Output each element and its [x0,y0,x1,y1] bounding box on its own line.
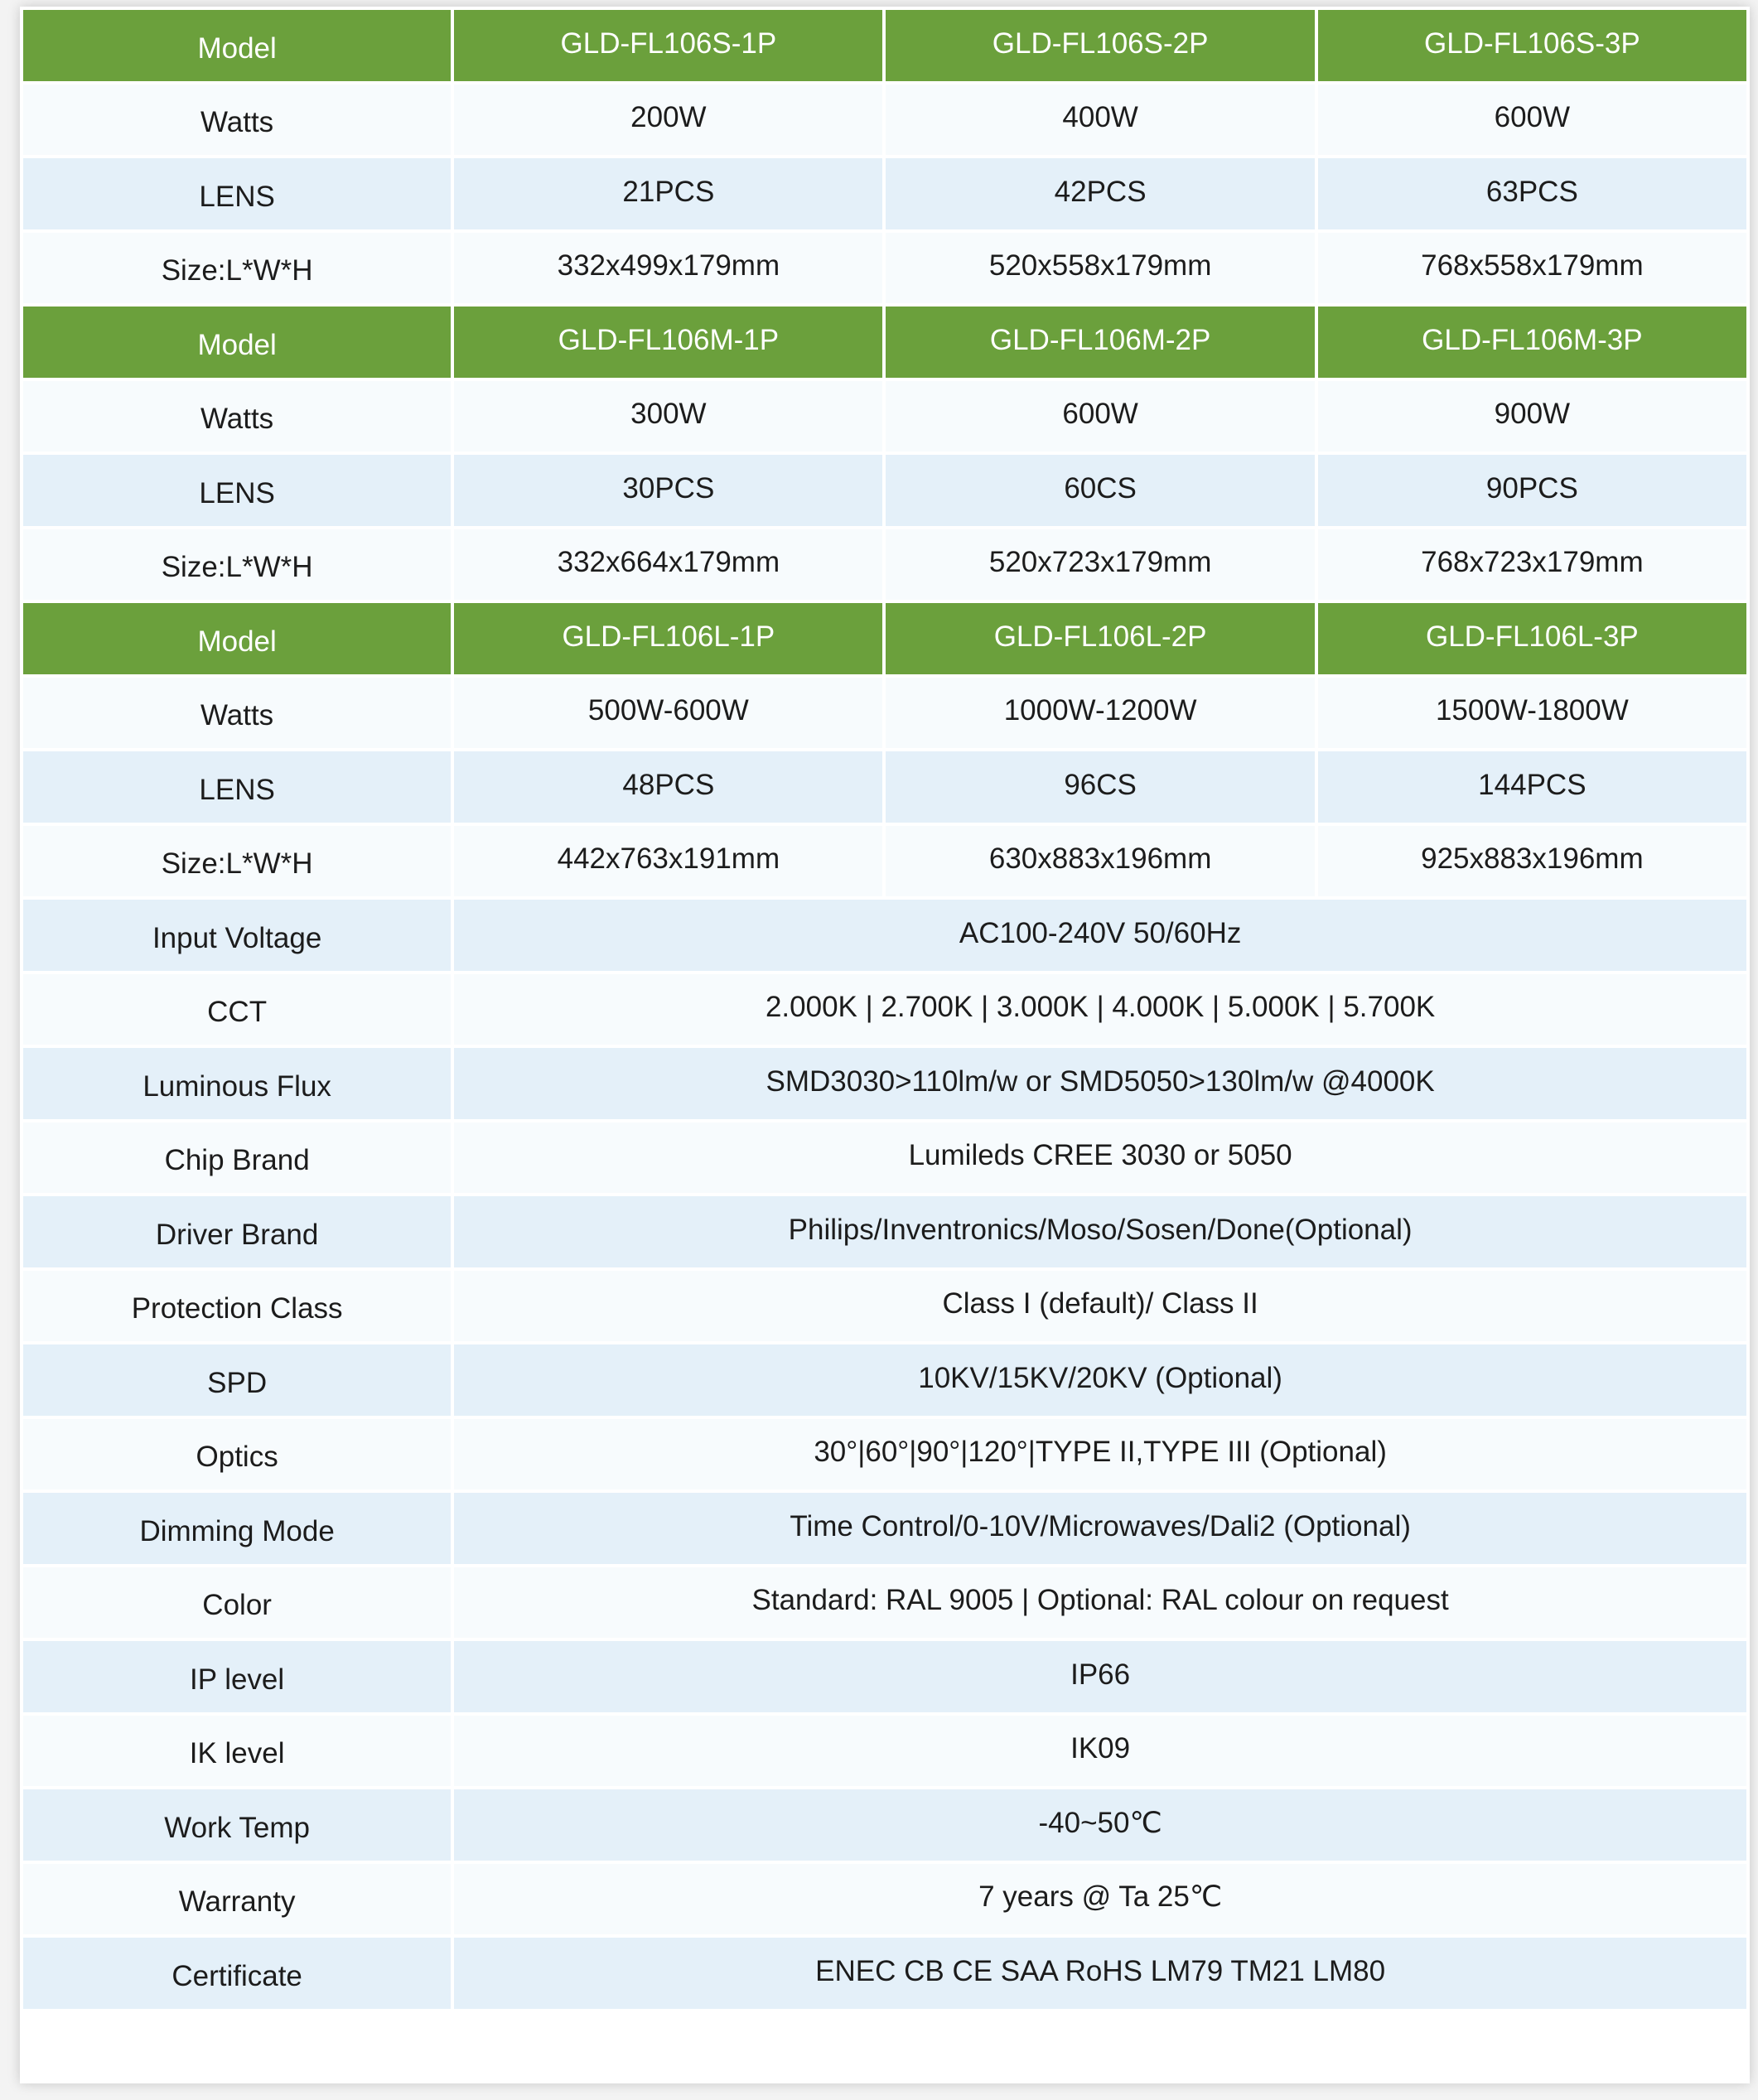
lens-row [23,455,1746,526]
spec-value-cell: Philips/Inventronics/Moso/Sosen/Done(Optional) [454,1196,1746,1267]
size-value-cell: 442x763x191mm [454,826,882,897]
spec-value-cell: 7 years @ Ta 25℃ [454,1864,1746,1935]
model-name-cell: GLD-FL106S-3P [1318,10,1746,81]
watts-label-cell: Watts [23,381,451,452]
watts-row [23,678,1746,749]
spec-row-work-temp [23,1789,1746,1861]
size-value-cell: 768x558x179mm [1318,233,1746,304]
spec-value-cell: AC100-240V 50/60Hz [454,900,1746,971]
spec-label-cell: Chip Brand [23,1122,451,1194]
spec-value-cell: Lumileds CREE 3030 or 5050 [454,1122,1746,1194]
spec-value-cell: IP66 [454,1641,1746,1712]
spec-label-cell: Work Temp [23,1789,451,1861]
model-name-cell: GLD-FL106S-2P [886,10,1314,81]
model-header-row [23,307,1746,378]
watts-value-cell: 900W [1318,381,1746,452]
lens-row [23,158,1746,229]
spec-value-cell: Standard: RAL 9005 | Optional: RAL colour on request [454,1567,1746,1639]
watts-row [23,84,1746,156]
spec-value-cell: SMD3030>110lm/w or SMD5050>130lm/w @4000K [454,1048,1746,1119]
spec-label-cell: Color [23,1567,451,1639]
spec-row-driver-brand [23,1196,1746,1267]
watts-value-cell: 1000W-1200W [886,678,1314,749]
spec-value-cell: IK09 [454,1716,1746,1787]
lens-row [23,751,1746,823]
spec-row-dimming-mode [23,1493,1746,1564]
size-value-cell: 332x499x179mm [454,233,882,304]
spec-label-cell: Luminous Flux [23,1048,451,1119]
spec-row-spd [23,1344,1746,1416]
spec-row-chip-brand [23,1122,1746,1194]
watts-value-cell: 500W-600W [454,678,882,749]
spec-value-cell: 10KV/15KV/20KV (Optional) [454,1344,1746,1416]
spec-label-cell: Protection Class [23,1271,451,1342]
spec-row-input-voltage [23,900,1746,971]
spec-value-cell: ENEC CB CE SAA RoHS LM79 TM21 LM80 [454,1938,1746,2009]
spec-row-cct [23,974,1746,1045]
watts-value-cell: 600W [1318,84,1746,156]
watts-label-cell: Watts [23,84,451,156]
spec-row-color [23,1567,1746,1639]
spec-row-ik-level [23,1716,1746,1787]
size-value-cell: 520x558x179mm [886,233,1314,304]
model-label-cell: Model [23,10,451,81]
model-name-cell: GLD-FL106M-2P [886,307,1314,378]
watts-value-cell: 600W [886,381,1314,452]
model-name-cell: GLD-FL106L-2P [886,603,1314,674]
spec-label-cell: SPD [23,1344,451,1416]
lens-value-cell: 63PCS [1318,158,1746,229]
size-label-cell: Size:L*W*H [23,233,451,304]
spec-label-cell: Optics [23,1419,451,1490]
lens-value-cell: 21PCS [454,158,882,229]
size-value-cell: 768x723x179mm [1318,529,1746,601]
size-label-cell: Size:L*W*H [23,826,451,897]
model-name-cell: GLD-FL106S-1P [454,10,882,81]
spec-label-cell: IK level [23,1716,451,1787]
specification-table [20,7,1750,2083]
lens-value-cell: 30PCS [454,455,882,526]
spec-row-warranty [23,1864,1746,1935]
spec-row-luminous-flux [23,1048,1746,1119]
size-row [23,233,1746,304]
model-name-cell: GLD-FL106L-3P [1318,603,1746,674]
spec-value-cell: -40~50℃ [454,1789,1746,1861]
model-name-cell: GLD-FL106M-3P [1318,307,1746,378]
watts-value-cell: 300W [454,381,882,452]
lens-label-cell: LENS [23,158,451,229]
model-label-cell: Model [23,307,451,378]
watts-value-cell: 1500W-1800W [1318,678,1746,749]
model-name-cell: GLD-FL106M-1P [454,307,882,378]
lens-label-cell: LENS [23,455,451,526]
spec-row-protection-class [23,1271,1746,1342]
model-name-cell: GLD-FL106L-1P [454,603,882,674]
size-value-cell: 925x883x196mm [1318,826,1746,897]
spec-row-certificate [23,1938,1746,2009]
lens-value-cell: 48PCS [454,751,882,823]
size-row [23,826,1746,897]
watts-row [23,381,1746,452]
spec-label-cell: Input Voltage [23,900,451,971]
spec-value-cell: 30°|60°|90°|120°|TYPE II,TYPE III (Optional) [454,1419,1746,1490]
spec-row-optics [23,1419,1746,1490]
spec-label-cell: CCT [23,974,451,1045]
spec-label-cell: Driver Brand [23,1196,451,1267]
lens-value-cell: 96CS [886,751,1314,823]
lens-label-cell: LENS [23,751,451,823]
watts-value-cell: 400W [886,84,1314,156]
size-value-cell: 520x723x179mm [886,529,1314,601]
spec-label-cell: Certificate [23,1938,451,2009]
lens-value-cell: 42PCS [886,158,1314,229]
model-header-row [23,603,1746,674]
lens-value-cell: 144PCS [1318,751,1746,823]
spec-value-cell: 2.000K | 2.700K | 3.000K | 4.000K | 5.000K | 5.700K [454,974,1746,1045]
size-row [23,529,1746,601]
watts-value-cell: 200W [454,84,882,156]
model-label-cell: Model [23,603,451,674]
spec-label-cell: Dimming Mode [23,1493,451,1564]
spec-row-ip-level [23,1641,1746,1712]
size-label-cell: Size:L*W*H [23,529,451,601]
watts-label-cell: Watts [23,678,451,749]
spec-value-cell: Time Control/0-10V/Microwaves/Dali2 (Optional) [454,1493,1746,1564]
lens-value-cell: 60CS [886,455,1314,526]
spec-label-cell: IP level [23,1641,451,1712]
lens-value-cell: 90PCS [1318,455,1746,526]
model-header-row [23,10,1746,81]
spec-label-cell: Warranty [23,1864,451,1935]
size-value-cell: 332x664x179mm [454,529,882,601]
size-value-cell: 630x883x196mm [886,826,1314,897]
spec-value-cell: Class I (default)/ Class II [454,1271,1746,1342]
